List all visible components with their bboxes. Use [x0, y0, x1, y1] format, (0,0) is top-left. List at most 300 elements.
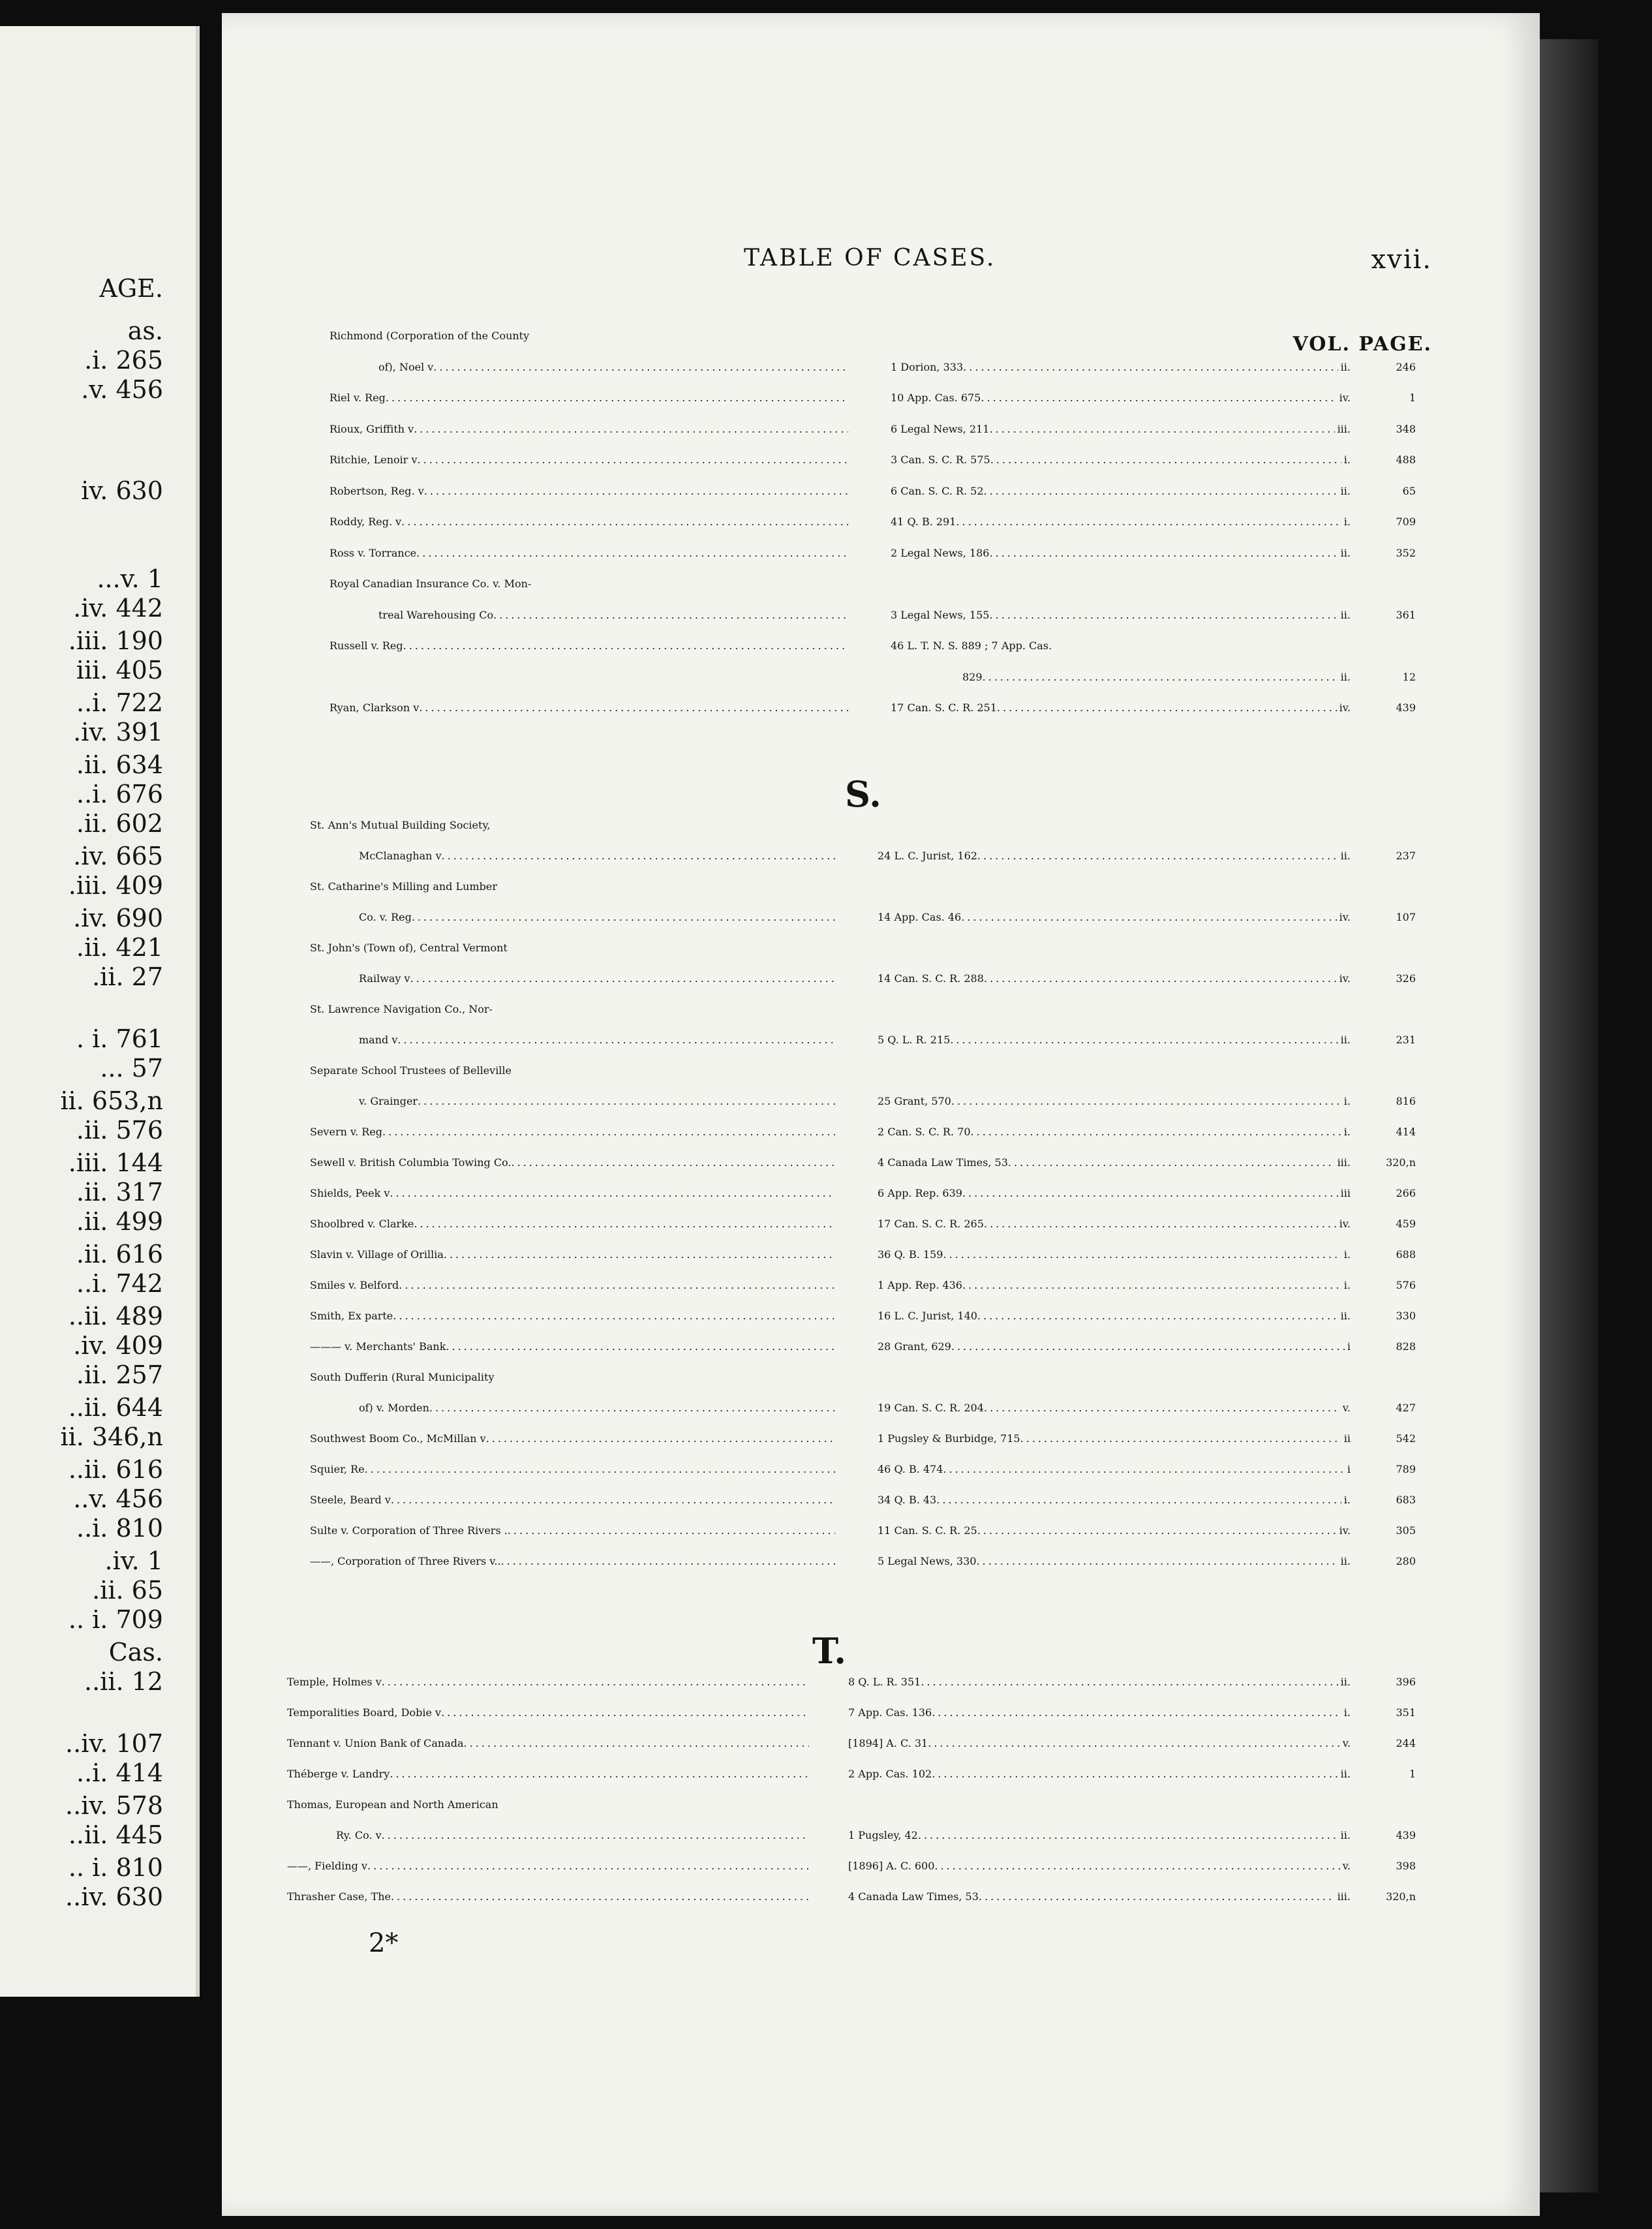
- left-page-reference: ..iv. 630: [65, 1883, 163, 1911]
- printer-signature-mark: 2*: [369, 1928, 399, 1958]
- dot-leader: [493, 609, 848, 621]
- left-page-reference: ... 57: [100, 1054, 163, 1083]
- dot-leader: [508, 1524, 835, 1537]
- page-reference: 1: [1409, 1768, 1416, 1780]
- citation-line: [891, 547, 1416, 559]
- dot-leader: [984, 972, 1337, 985]
- page-reference: 326: [1396, 972, 1416, 985]
- dot-leader: [416, 547, 848, 559]
- page-reference: 828: [1396, 1340, 1416, 1353]
- dot-leader: [989, 609, 1338, 621]
- page-reference: 107: [1396, 911, 1416, 923]
- citation-line: [878, 972, 1416, 985]
- dot-leader: [382, 1829, 809, 1841]
- case-name: Steele, Beard v: [310, 1494, 391, 1506]
- citation-report: 6 App. Rep. 639: [878, 1187, 962, 1199]
- left-page-reference: ..i. 742: [76, 1269, 163, 1298]
- case-name: South Dufferin (Rural Municipality: [310, 1371, 495, 1383]
- dot-leader: [956, 515, 1341, 528]
- page-reference: 330: [1396, 1310, 1416, 1322]
- page-reference: 320,n: [1386, 1890, 1416, 1903]
- page-reference: 683: [1396, 1494, 1416, 1506]
- volume-number: i.: [1343, 1706, 1351, 1719]
- dot-leader: [984, 1402, 1340, 1414]
- citation-report: 2 Can. S. C. R. 70: [878, 1126, 971, 1138]
- left-page-reference: .iv. 665: [73, 842, 163, 870]
- volume-number: ii: [1343, 1432, 1351, 1445]
- left-page-reference: .ii. 499: [76, 1207, 163, 1236]
- left-page-reference: .v. 456: [81, 375, 163, 404]
- dot-leader: [979, 1890, 1335, 1903]
- citation-line: [891, 609, 1416, 621]
- case-name-line: [329, 577, 848, 590]
- citation-line: [878, 1402, 1416, 1414]
- case-name: Railway v: [359, 972, 410, 985]
- volume-number: iv.: [1339, 1218, 1351, 1230]
- citation-report: 3 Legal News, 155: [891, 608, 990, 621]
- citation-line: [878, 911, 1416, 923]
- dot-leader: [976, 1555, 1338, 1567]
- dot-leader: [401, 515, 848, 528]
- citation-line: [848, 1676, 1416, 1688]
- dot-leader: [981, 392, 1336, 404]
- citation-report: 4 Canada Law Times, 53: [878, 1156, 1008, 1169]
- case-name-line: [310, 942, 835, 954]
- dot-leader: [951, 1095, 1341, 1107]
- left-page-reference: ..ii. 445: [68, 1821, 163, 1849]
- case-name: Sewell v. British Columbia Towing Co.: [310, 1156, 512, 1169]
- citation-report: 10 App. Cas. 675: [891, 392, 981, 404]
- dot-leader: [386, 392, 848, 404]
- page-reference: 65: [1402, 484, 1416, 497]
- left-page-reference: .iii. 190: [68, 626, 163, 655]
- left-page-reference: .ii. 317: [76, 1178, 163, 1207]
- dot-leader: [984, 485, 1338, 497]
- case-name-line: [310, 1524, 835, 1537]
- page-reference: 361: [1396, 608, 1416, 621]
- case-name: of), Noel v: [378, 360, 434, 373]
- dot-leader: [990, 453, 1341, 466]
- left-page-reference: ..ii. 489: [68, 1302, 163, 1330]
- case-name: St. Ann's Mutual Building Society,: [310, 819, 491, 831]
- case-name-line: [329, 392, 848, 404]
- citation-line: [878, 1187, 1416, 1199]
- case-name: St. Lawrence Navigation Co., Nor-: [310, 1003, 493, 1015]
- case-name: Squier, Re: [310, 1463, 365, 1475]
- citation-line: [878, 1156, 1416, 1169]
- volume-number: ii.: [1340, 1555, 1351, 1567]
- case-name: Royal Canadian Insurance Co. v. Mon-: [329, 577, 532, 590]
- page-reference: 244: [1396, 1737, 1416, 1749]
- case-name-line: [310, 1218, 835, 1230]
- dot-leader: [418, 453, 848, 466]
- case-name: Ryan, Clarkson v: [329, 701, 420, 714]
- volume-number: iv.: [1339, 911, 1351, 923]
- case-name: Separate School Trustees of Belleville: [310, 1064, 512, 1077]
- dot-leader: [934, 1860, 1339, 1872]
- left-page-reference: .ii. 257: [76, 1360, 163, 1389]
- page-reference: 709: [1396, 515, 1416, 528]
- citation-report: 2 App. Cas. 102: [848, 1768, 932, 1780]
- volume-number: ii.: [1340, 1034, 1351, 1046]
- citation-line: [848, 1737, 1416, 1749]
- dot-leader: [391, 1890, 809, 1903]
- citation-line: [891, 485, 1416, 497]
- left-page-reference: .iv. 1: [104, 1546, 163, 1575]
- dot-leader: [367, 1860, 809, 1872]
- page-reference: 459: [1396, 1218, 1416, 1230]
- citation-report: 16 L. C. Jurist, 140: [878, 1310, 977, 1322]
- case-name-line: [310, 1432, 835, 1445]
- dot-leader: [414, 423, 848, 435]
- dot-leader: [441, 1706, 809, 1719]
- case-name-line: [310, 1064, 835, 1077]
- page-reference: 305: [1396, 1524, 1416, 1537]
- case-name: ——— v. Merchants' Bank: [310, 1340, 446, 1353]
- volume-number: ii.: [1340, 484, 1351, 497]
- dot-leader: [390, 1768, 809, 1780]
- dot-leader: [464, 1737, 809, 1749]
- dot-leader: [936, 1494, 1341, 1506]
- citation-line: [891, 423, 1416, 435]
- volume-number: iv.: [1339, 701, 1351, 714]
- dot-leader: [412, 911, 835, 923]
- page-reference: 439: [1396, 1829, 1416, 1841]
- dot-leader: [393, 1310, 835, 1322]
- case-name: Tennant v. Union Bank of Canada: [287, 1737, 464, 1749]
- page-number: xvii.: [1371, 245, 1432, 275]
- case-name-line: [336, 1829, 809, 1841]
- citation-line: [878, 1310, 1416, 1322]
- case-name: Severn v. Reg: [310, 1126, 383, 1138]
- case-name-line: [310, 1248, 835, 1261]
- case-name-line: [287, 1737, 809, 1749]
- citation-line: [878, 1555, 1416, 1567]
- volume-number: ii.: [1340, 850, 1351, 862]
- case-name-line: [310, 1156, 835, 1169]
- left-page-reference: .iii. 409: [68, 871, 163, 900]
- case-name: Ross v. Torrance: [329, 546, 417, 559]
- citation-line: [891, 392, 1416, 404]
- citation-line: [878, 1095, 1416, 1107]
- case-name-line: [329, 701, 848, 714]
- left-facing-page-fragment: [0, 26, 200, 1997]
- volume-number: i: [1347, 1463, 1351, 1475]
- dot-leader: [928, 1737, 1340, 1749]
- case-name-line: [310, 1310, 835, 1322]
- case-name: Russell v. Reg: [329, 639, 403, 652]
- page-reference: 542: [1396, 1432, 1416, 1445]
- left-page-reference: ..ii. 644: [68, 1393, 163, 1422]
- dot-leader: [971, 1126, 1341, 1138]
- citation-line: [848, 1890, 1416, 1903]
- case-name-line: [287, 1860, 809, 1872]
- case-name: Théberge v. Landry: [287, 1768, 390, 1780]
- case-name: Temple, Holmes v: [287, 1676, 382, 1688]
- dot-leader: [444, 1248, 835, 1261]
- citation-report: 5 Q. L. R. 215: [878, 1034, 951, 1046]
- dot-leader: [419, 701, 848, 714]
- table-of-cases-page: [222, 13, 1540, 2216]
- volume-number: iii.: [1337, 1156, 1351, 1169]
- dot-leader: [951, 1340, 1345, 1353]
- page-reference: 427: [1396, 1402, 1416, 1414]
- case-name: Shoolbred v. Clarke: [310, 1218, 414, 1230]
- citation-line: [878, 1218, 1416, 1230]
- volume-number: iii.: [1337, 1890, 1351, 1903]
- citation-line: [891, 453, 1416, 466]
- case-name: Smith, Ex parte: [310, 1310, 393, 1322]
- dot-leader: [989, 547, 1338, 559]
- citation-report: 41 Q. B. 291: [891, 515, 956, 528]
- citation-report: 34 Q. B. 43: [878, 1494, 937, 1506]
- citation-report: 4 Canada Law Times, 53: [848, 1890, 979, 1903]
- volume-number: iii.: [1337, 422, 1351, 435]
- dot-leader: [961, 911, 1336, 923]
- citation-line: [878, 1034, 1416, 1046]
- left-page-reference: ..ii. 616: [68, 1455, 163, 1484]
- case-name: Temporalities Board, Dobie v: [287, 1706, 442, 1719]
- left-page-reference: .ii. 616: [76, 1240, 163, 1268]
- case-name-line: [329, 639, 848, 652]
- citation-line: [878, 1279, 1416, 1291]
- citation-report: 1 Pugsley & Burbidge, 715: [878, 1432, 1020, 1445]
- case-name: Thrasher Case, The: [287, 1890, 391, 1903]
- page-reference: 348: [1396, 422, 1416, 435]
- dot-leader: [486, 1432, 835, 1445]
- left-page-reference: .iv. 409: [73, 1331, 163, 1360]
- dot-leader: [391, 1494, 835, 1506]
- citation-report: 25 Grant, 570: [878, 1095, 951, 1107]
- volume-number: ii.: [1340, 360, 1351, 373]
- left-page-reference: .iv. 391: [73, 718, 163, 746]
- vol-page-column-heading: VOL. PAGE.: [1293, 333, 1432, 356]
- case-name-line: [287, 1890, 809, 1903]
- citation-report: 14 App. Cas. 46: [878, 911, 962, 923]
- volume-number: ii.: [1340, 670, 1351, 683]
- citation-line: [848, 1829, 1416, 1841]
- citation-report: 7 App. Cas. 136: [848, 1706, 932, 1719]
- dot-leader: [418, 1095, 835, 1107]
- citation-report: 36 Q. B. 159: [878, 1248, 943, 1261]
- case-name: Ritchie, Lenoir v: [329, 453, 418, 466]
- case-name: treal Warehousing Co: [378, 608, 494, 621]
- case-name-line: [359, 1402, 835, 1414]
- case-name-line: [359, 911, 835, 923]
- citation-line: [878, 1126, 1416, 1138]
- case-name: v. Grainger: [359, 1095, 418, 1107]
- case-name-line: [287, 1706, 809, 1719]
- dot-leader: [977, 1310, 1338, 1322]
- volume-number: i.: [1343, 1248, 1351, 1261]
- citation-line: [878, 1248, 1416, 1261]
- citation-line: [891, 361, 1416, 373]
- volume-number: ii.: [1340, 1676, 1351, 1688]
- dot-leader: [977, 850, 1338, 862]
- citation-report: [1894] A. C. 31: [848, 1737, 928, 1749]
- volume-number: iii: [1340, 1187, 1351, 1199]
- dot-leader: [932, 1768, 1338, 1780]
- left-page-reference: iv. 630: [81, 476, 163, 505]
- left-page-reference: ..i. 414: [76, 1759, 163, 1787]
- page-header-title: TABLE OF CASES.: [744, 245, 996, 271]
- left-page-reference: ...v. 1: [97, 564, 163, 593]
- case-name-line: [310, 1463, 835, 1475]
- left-page-reference: AGE.: [99, 274, 163, 303]
- left-page-reference: ..iv. 578: [65, 1791, 163, 1820]
- dot-leader: [963, 361, 1338, 373]
- citation-report: 6 Can. S. C. R. 52: [891, 484, 984, 497]
- case-name: Roddy, Reg. v: [329, 515, 402, 528]
- volume-number: ii.: [1340, 546, 1351, 559]
- volume-number: i.: [1343, 1279, 1351, 1291]
- page-reference: 816: [1396, 1095, 1416, 1107]
- case-name-line: [359, 1095, 835, 1107]
- volume-number: i.: [1343, 453, 1351, 466]
- citation-report: 17 Can. S. C. R. 251: [891, 701, 997, 714]
- dot-leader: [414, 1218, 835, 1230]
- volume-number: i.: [1343, 1095, 1351, 1107]
- left-page-reference: ii. 346,n: [60, 1422, 163, 1451]
- dot-leader: [446, 1340, 835, 1353]
- volume-number: v.: [1342, 1737, 1351, 1749]
- left-page-reference: .i. 265: [84, 346, 163, 375]
- case-name: McClanaghan v: [359, 850, 442, 862]
- case-name-line: [287, 1676, 809, 1688]
- case-name: of) v. Morden: [359, 1402, 429, 1414]
- dot-leader: [399, 1279, 835, 1291]
- citation-report: [1896] A. C. 600: [848, 1860, 935, 1872]
- case-name-line: [378, 609, 848, 621]
- case-name-line: [310, 1279, 835, 1291]
- left-page-reference: .ii. 602: [76, 809, 163, 838]
- case-name: Thomas, European and North American: [287, 1798, 498, 1811]
- left-page-reference: .ii. 421: [76, 933, 163, 962]
- case-name: mand v: [359, 1034, 398, 1046]
- page-reference: 488: [1396, 453, 1416, 466]
- dot-leader: [962, 1279, 1341, 1291]
- case-name: Rioux, Griffith v: [329, 422, 414, 435]
- case-name-line: [329, 515, 848, 528]
- section-letter-t: T.: [812, 1630, 847, 1672]
- volume-number: ii.: [1340, 1768, 1351, 1780]
- dot-leader: [433, 361, 848, 373]
- dot-leader: [365, 1463, 835, 1475]
- case-name-line: [329, 485, 848, 497]
- dot-leader: [397, 1034, 835, 1046]
- dot-leader: [932, 1706, 1341, 1719]
- citation-line: [848, 1706, 1416, 1719]
- dot-leader: [403, 639, 848, 652]
- citation-line: [891, 639, 1052, 652]
- citation-line: [878, 1494, 1416, 1506]
- case-name: ——, Fielding v: [287, 1860, 368, 1872]
- page-reference: 414: [1396, 1126, 1416, 1138]
- volume-number: i.: [1343, 1126, 1351, 1138]
- dot-leader: [984, 1218, 1337, 1230]
- volume-number: iv.: [1339, 392, 1351, 404]
- left-page-reference: .iv. 690: [73, 904, 163, 932]
- case-name-line: [329, 423, 848, 435]
- case-name-line: [287, 1768, 809, 1780]
- citation-report: 1 Dorion, 333: [891, 360, 964, 373]
- citation-line: [891, 515, 1416, 528]
- dot-leader: [390, 1187, 835, 1199]
- case-name: Sulte v. Corporation of Three Rivers .: [310, 1524, 508, 1537]
- citation-line: [878, 1463, 1416, 1475]
- citation-report: 5 Legal News, 330: [878, 1555, 977, 1567]
- case-name: Slavin v. Village of Orillia: [310, 1248, 444, 1261]
- citation-report: 28 Grant, 629: [878, 1340, 951, 1353]
- volume-number: v.: [1342, 1860, 1351, 1872]
- left-page-reference: .iv. 442: [73, 594, 163, 623]
- left-page-reference: ..iv. 107: [65, 1729, 163, 1758]
- citation-line: [878, 850, 1416, 862]
- dot-leader: [989, 423, 1334, 435]
- left-page-reference: .. i. 810: [68, 1853, 163, 1882]
- dot-leader: [918, 1829, 1338, 1841]
- left-page-reference: .ii. 576: [76, 1116, 163, 1145]
- case-name: Robertson, Reg. v: [329, 484, 424, 497]
- page-reference: 231: [1396, 1034, 1416, 1046]
- case-name-line: [359, 1034, 835, 1046]
- volume-number: i.: [1343, 515, 1351, 528]
- left-page-reference: ..i. 722: [76, 688, 163, 717]
- citation-line: [878, 1340, 1416, 1353]
- left-page-reference: .iii. 144: [68, 1148, 163, 1177]
- case-name: Ry. Co. v: [336, 1829, 382, 1841]
- case-name-line: [310, 1003, 835, 1015]
- citation-report: 1 App. Rep. 436: [878, 1279, 962, 1291]
- volume-number: i.: [1343, 1494, 1351, 1506]
- case-name-line: [310, 1187, 835, 1199]
- page-reference: 398: [1396, 1860, 1416, 1872]
- page-reference: 266: [1396, 1187, 1416, 1199]
- dot-leader: [424, 485, 848, 497]
- dot-leader: [977, 1524, 1337, 1537]
- citation-line: [878, 1524, 1416, 1537]
- page-edge-shadow: [1540, 39, 1598, 2192]
- volume-number: iv.: [1339, 972, 1351, 985]
- citation-report: 829: [962, 670, 983, 683]
- dot-leader: [962, 1187, 1338, 1199]
- volume-number: ii.: [1340, 608, 1351, 621]
- case-name: Richmond (Corporation of the County: [329, 330, 530, 342]
- case-name: Co. v. Reg: [359, 911, 412, 923]
- case-name-line: [310, 819, 835, 831]
- citation-report: 1 Pugsley, 42: [848, 1829, 918, 1841]
- page-reference: 237: [1396, 850, 1416, 862]
- left-page-reference: ii. 653,n: [60, 1086, 163, 1115]
- case-name: ——, Corporation of Three Rivers v..: [310, 1555, 501, 1567]
- left-page-reference: Cas.: [108, 1638, 163, 1667]
- citation-report: 2 Legal News, 186: [891, 546, 990, 559]
- case-name: St. John's (Town of), Central Vermont: [310, 942, 508, 954]
- citation-report: 46 Q. B. 474: [878, 1463, 943, 1475]
- citation-report: 6 Legal News, 211: [891, 422, 990, 435]
- citation-line: [878, 1432, 1416, 1445]
- case-name-line: [310, 1371, 835, 1383]
- dot-leader: [1008, 1156, 1335, 1169]
- volume-number: i: [1347, 1340, 1351, 1353]
- page-reference: 439: [1396, 701, 1416, 714]
- page-reference: 396: [1396, 1676, 1416, 1688]
- dot-leader: [943, 1463, 1344, 1475]
- left-page-reference: .. i. 709: [68, 1605, 163, 1634]
- page-reference: 789: [1396, 1463, 1416, 1475]
- case-name-line: [359, 850, 835, 862]
- page-reference: 12: [1402, 670, 1416, 683]
